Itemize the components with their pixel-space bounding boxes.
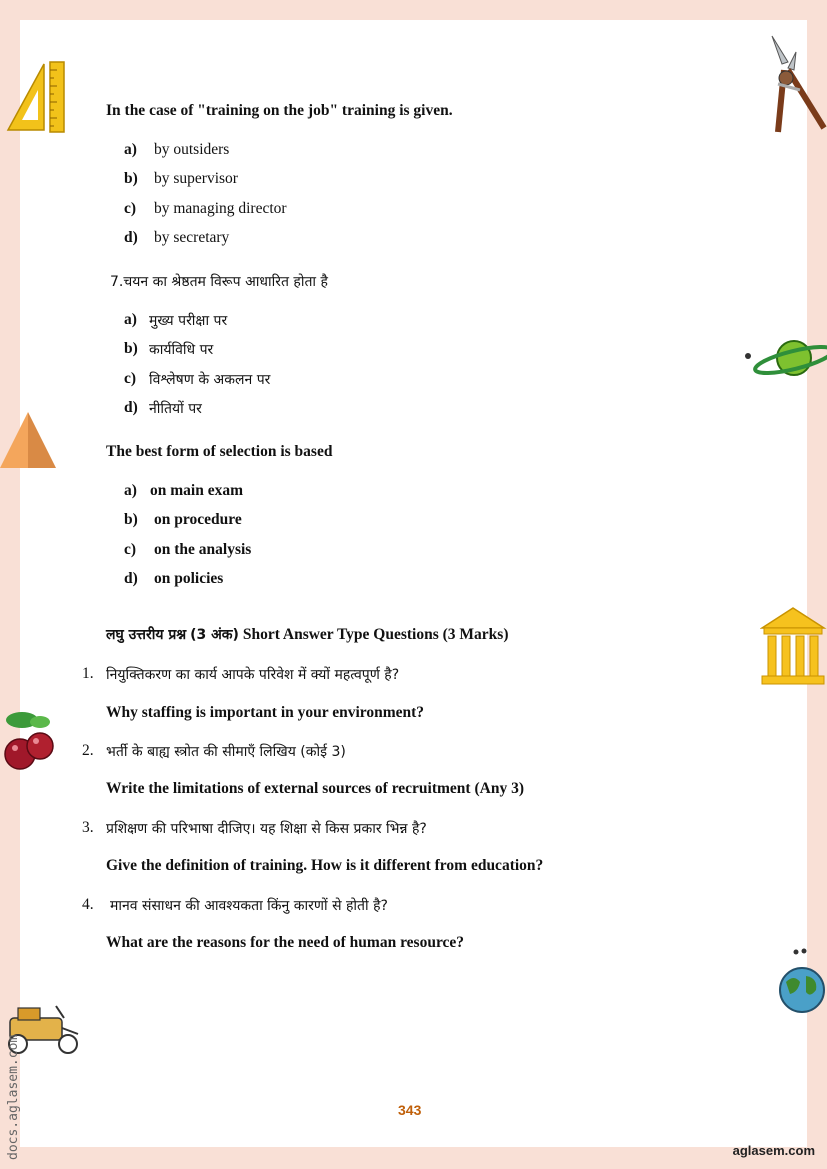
option-letter: c) <box>124 200 137 217</box>
question-hindi: भर्ती के बाह्य स्त्रोत की सीमाएँ लिखिय (कोई 3) <box>106 744 346 760</box>
option-text: on policies <box>154 570 224 587</box>
option-letter: a) <box>124 482 137 499</box>
question-hindi: मानव संसाधन की आवश्यकता किंनु कारणों से होती है? <box>110 898 388 914</box>
section-heading-english: Short Answer Type Questions (3 Marks) <box>242 626 509 643</box>
option-text: मुख्य परीक्षा पर <box>149 313 228 329</box>
question-number: 4. <box>82 896 94 913</box>
option-letter: c) <box>124 541 137 558</box>
question-english: Give the definition of training. How is it different from education? <box>106 857 544 874</box>
option-text: by outsiders <box>154 141 230 158</box>
question-7-english: The best form of selection is based <box>106 443 333 460</box>
pyramid-icon <box>0 410 58 470</box>
question-english: Why staffing is important in your environment? <box>106 704 425 721</box>
option-text: on main exam <box>150 482 243 499</box>
option-letter: c) <box>124 370 137 387</box>
option-letter: a) <box>124 141 137 158</box>
question-training-on-the-job: In the case of "training on the job" training is given. <box>106 102 453 119</box>
option-letter: d) <box>124 570 138 587</box>
option-letter: b) <box>124 340 138 357</box>
question-7-hindi: 7.चयन का श्रेष्ठतम विरूप आधारित होता है <box>110 274 328 290</box>
question-number: 2. <box>82 742 94 759</box>
ruler-triangle-icon <box>4 60 68 134</box>
option-text: on procedure <box>154 511 242 528</box>
site-watermark: docs.aglasem.com <box>6 1034 21 1160</box>
option-letter: a) <box>124 311 137 328</box>
section-heading-hindi: लघु उत्तरीय प्रश्न <box>106 627 187 643</box>
question-hindi: प्रशिक्षण की परिभाषा दीजिए। यह शिक्षा से किस प्रकार भिन्न है? <box>106 821 427 837</box>
document-page <box>20 20 807 1147</box>
option-text: on the analysis <box>154 541 252 558</box>
question-number: 3. <box>82 819 94 836</box>
option-letter: b) <box>124 170 138 187</box>
option-letter: d) <box>124 399 138 416</box>
garden-shears-icon <box>768 34 827 134</box>
question-number: 1. <box>82 665 94 682</box>
section-heading <box>106 625 509 644</box>
question-english: What are the reasons for the need of human resource? <box>106 934 465 951</box>
section-heading-marks-hindi: (3 अंक) <box>190 627 239 643</box>
brand-footer: aglasem.com <box>732 1143 815 1158</box>
option-text: by secretary <box>154 229 230 246</box>
option-letter: d) <box>124 229 138 246</box>
option-text: कार्यविधि पर <box>149 342 214 358</box>
berries-icon <box>0 706 60 778</box>
globe-icon <box>776 946 827 1018</box>
planet-icon <box>742 334 827 384</box>
option-text: by managing director <box>154 200 287 217</box>
option-letter: b) <box>124 511 138 528</box>
greek-temple-icon <box>760 606 827 686</box>
question-hindi: नियुक्तिकरण का कार्य आपके परिवेश में क्यों महत्वपूर्ण है? <box>106 667 400 683</box>
option-text: by supervisor <box>154 170 238 187</box>
option-text: विश्लेषण के अकलन पर <box>149 372 271 388</box>
option-text: नीतियों पर <box>149 401 202 417</box>
question-english: Write the limitations of external sources of recruitment (Any 3) <box>106 780 524 797</box>
page-number: 343 <box>398 1102 422 1118</box>
